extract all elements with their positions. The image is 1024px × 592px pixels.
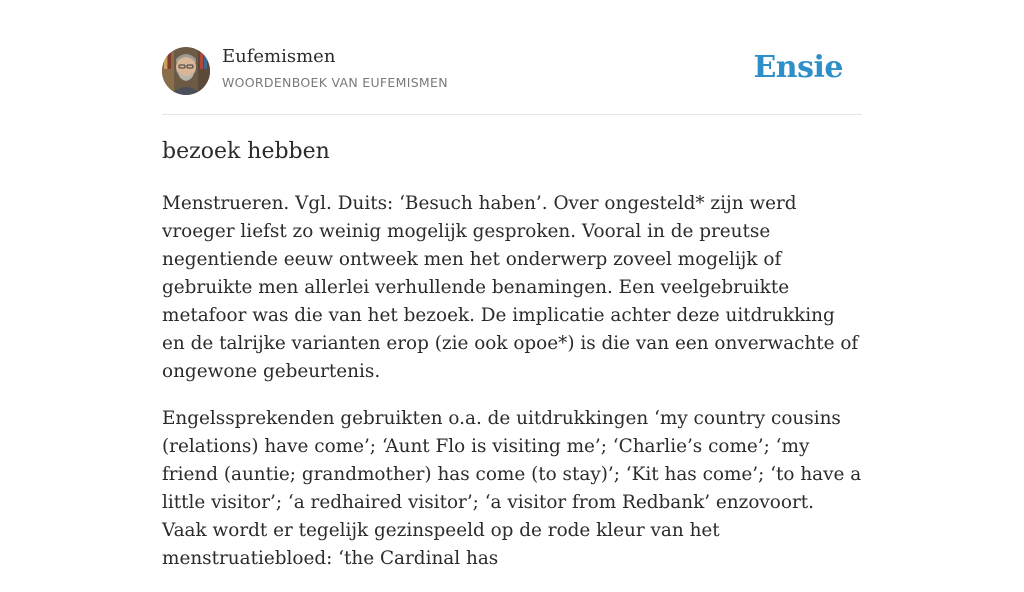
author-avatar[interactable] xyxy=(162,47,210,95)
author-subtitle[interactable]: WOORDENBOEK VAN EUFEMISMEN xyxy=(222,75,448,90)
entry-title: bezoek hebben xyxy=(162,139,330,164)
header xyxy=(162,0,862,115)
author-name[interactable]: Eufemismen xyxy=(222,46,336,67)
entry-paragraph: Menstrueren. Vgl. Duits: ‘Besuch haben’. Over ongesteld* zijn werd vroeger liefst zo weinig mogelijk gesproken. Vooral in de preutse negentiende eeuw ontweek men het onderwerp zoveel mogelijk of gebruikte men allerlei verhullende benamingen. Een veelgebruikte metafoor was die van het bezoek. De implicatie achter deze uitdrukking en de talrijke varianten erop (zie ook opoe*) is die van een onverwachte of ongewone gebeurtenis. xyxy=(162,193,859,382)
entry-body xyxy=(162,190,862,592)
ensie-logo[interactable]: Ensie xyxy=(753,50,843,85)
page xyxy=(162,0,862,569)
entry-paragraph: Engelssprekenden gebruikten o.a. de uitdrukkingen ‘my country cousins (relations) have come’; ‘Aunt Flo is visiting me’; ‘Charlie’s come’; ‘my friend (auntie; grandmother) has come (to stay)’; ‘Kit has come’; ‘to have a little visitor’; ‘a redhaired visitor’; ‘a visitor from Redbank’ enzovoort. Vaak wordt er tegelijk gezinspeeld op de rode kleur van het menstruatiebloed: ‘the Cardinal has xyxy=(162,408,862,569)
